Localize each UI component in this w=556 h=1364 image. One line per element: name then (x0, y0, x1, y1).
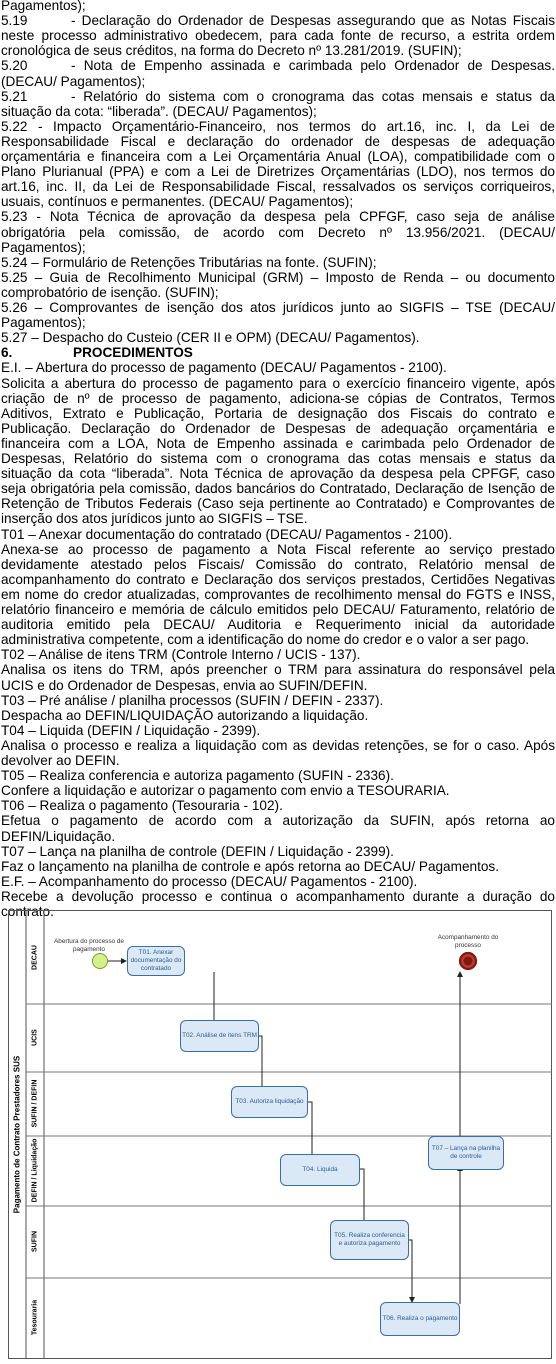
text-line: 5.24 – Formulário de Retenções Tributárias na fonte. (SUFIN); (1, 254, 377, 270)
task-t04: T04. Liquida (280, 1154, 360, 1186)
lane-label-ucis: UCIS (31, 1029, 39, 1046)
text-line: auditoria emitido pela DECAU/ Auditoria e Requerimento inicial da autoridade (1, 617, 555, 633)
text-line: neste processo administrativo obedecem, para cada fonte de recurso, a estrita ordem (1, 28, 555, 44)
text-line: 5.22 - Impacto Orçamentário-Financeiro, nos termos do art.16, inc. I, da Lei de (1, 118, 555, 134)
text-line: Despacha ao DEFIN/LIQUIDAÇÃO autorizando a liquidação. (1, 707, 369, 723)
text-line: Analisa o processo e realiza a liquidação com as devidas retenções, se for o caso. Após (1, 737, 555, 753)
text-line: 5.23 - Nota Técnica de aprovação da despesa pela CPFGF, caso seja de análise (1, 209, 555, 225)
item-text: - Declaração do Ordenador de Despesas assegurando que as Notas Fiscais (71, 13, 555, 29)
text-line: 5.25 – Guia de Recolhimento Municipal (GRM) – Imposto de Renda – ou documento (1, 269, 555, 285)
text-line: UCIS e do Ordenador de Despesas, envia ao SUFIN/DEFIN. (1, 677, 368, 693)
text-line: E.F. – Acompanhamento do processo (DECAU/ Pagamentos - 2100). (1, 873, 418, 889)
lane-label-sufin-defin: SUFIN / DEFIN (31, 1079, 39, 1128)
text-line: T05 – Realiza conferencia e autoriza pagamento (SUFIN - 2336). (1, 768, 394, 784)
text-line: 5.26 – Comprovantes de isenção dos atos jurídicos junto ao SIGFIS – TSE (DECAU/ (1, 300, 555, 315)
text-line: T02 – Análise de itens TRM (Controle Interno / UCIS - 137). (1, 647, 361, 663)
bpmn-diagram (8, 910, 552, 1360)
text-line: T03 – Pré análise / planilha processos (SUFIN / DEFIN - 2337). (1, 692, 384, 708)
text-line: Pagamentos); (1, 315, 86, 331)
task-t07: T07 – Lança na planilha de controle (428, 1136, 504, 1170)
text-line: Despesas, Relatório do sistema com o cronograma das cotas mensais e status da (1, 451, 555, 466)
text-line: obrigatória pela comissão, de acordo com Decreto nº 13.956/2021. (DECAU/ (1, 224, 555, 240)
text-line: Responsabilidade Fiscal e declaração do ordenador de despesas de adequação (1, 133, 555, 149)
text-line (1, 13, 555, 28)
lane-label-defin-liquidacao: DEFIN / Liquidação (31, 1138, 39, 1203)
diagram-lines (8, 910, 552, 1360)
item-number: 5.21 (1, 88, 28, 104)
start-event-label: Abertura do processo de pagamento (54, 938, 124, 953)
text-line: Efetua o pagamento de acordo com a autorização da SUFIN, após retorna ao (1, 813, 555, 829)
text-line: T01 – Anexar documentação do contratado (DECAU/ Pagamentos - 2100). (1, 526, 453, 542)
text-line: T04 – Liquida (DEFIN / Liquidação - 2399). (1, 722, 261, 738)
text-line: acompanhamento do contrato e Declaração dos serviços prestados, Certidões Negativas (1, 571, 555, 587)
text-line: financeira com a LOA, Nota de Empenho assinada e carimbada pelo Ordenador de (1, 435, 555, 451)
item-number: 5.20 (1, 58, 28, 74)
text-line: comprobatório de isenção. (SUFIN); (1, 284, 219, 300)
text-line (1, 89, 555, 104)
heading-number: 6. (1, 345, 13, 361)
text-line: Anexa-se ao processo de pagamento a Nota Fiscal referente ao serviço prestado (1, 541, 555, 557)
text-line: Recebe a devolução processo e continua o acompanhamento durante a duração do (1, 888, 555, 904)
text-line: T06 – Realiza o pagamento (Tesouraria - 102). (1, 798, 283, 814)
task-t05: T05. Realiza conferencia e autoriza pagamento (330, 1220, 409, 1260)
text-line: seja obrigatória pela comissão, dados bancários do Contratado, Declaração de Isenção de (1, 481, 555, 497)
end-event-label: Acompanhamento do processo (437, 934, 499, 949)
text-line: administrativa competente, com a identificação do nome do credor e o valor a ser pago. (1, 632, 530, 648)
text-line: Plano Plurianual (PPA) e com a Lei de Diretrizes Orçamentárias (LDO), nos termos do (1, 164, 555, 180)
text-line: 5.27 – Despacho do Custeio (CER II e OPM) (DECAU/ Pagamentos). (1, 330, 420, 346)
lane-label-decau: DECAU (31, 945, 39, 970)
item-text: - Relatório do sistema com o cronograma das cotas mensais e status da (71, 88, 555, 104)
text-line: situação da cota: “liberada”. (DECAU/ Pagamentos); (1, 103, 317, 119)
text-line: relatório financeiro e memória de cálculo emitidos pelo DECAU/ Faturamento, relatório de (1, 602, 555, 617)
text-line: (DECAU/ Pagamentos); (1, 73, 146, 89)
section-heading (1, 345, 555, 360)
text-line: DEFIN/Liquidação. (1, 828, 116, 844)
text-line: T07 – Lança na planilha de controle (DEFIN / Liquidação - 2399). (1, 843, 394, 859)
task-t03: T03. Autoriza liquidação (231, 1086, 308, 1118)
lane-label-sufin: SUFIN (31, 1231, 39, 1252)
text-line: criação de nº de processo de pagamento, adiciona-se cópias de Contratos, Termos (1, 390, 555, 406)
text-line: Faz o lançamento na planilha de controle e após retorna ao DECAU/ Pagamentos. (1, 858, 499, 874)
text-line: Publicação. Declaração do Ordenador de Despesas de adequação orçamentária e (1, 420, 555, 436)
text-line: cronológica de seus créditos, na forma do Decreto nº 13.281/2019. (SUFIN); (1, 43, 462, 59)
text-line: contrato. (1, 904, 54, 919)
start-event (93, 954, 108, 969)
text-line: situação da cota “liberada”. Nota Técnica de aprovação da despesa pela CPFGF, caso (1, 466, 555, 482)
task-t06: T06. Realiza o pagamento (380, 1302, 460, 1336)
task-t02: T02. Análise de itens TRM (180, 1020, 259, 1052)
heading-text: PROCEDIMENTOS (73, 345, 193, 361)
item-text: - Nota de Empenho assinada e carimbada pelo Ordenador de Despesas. (71, 58, 555, 74)
text-line (1, 58, 555, 73)
item-number: 5.19 (1, 13, 28, 29)
text-line: Pagamentos); (1, 239, 86, 255)
text-line: art.16, inc. II, da Lei de Responsabilidade Fiscal, ressalvados os serviços corriqueiros, (1, 179, 555, 195)
text-line: inserção dos atos jurídicos junto ao SIGFIS – TSE. (1, 511, 308, 527)
text-line: E.I. – Abertura do processo de pagamento (DECAU/ Pagamentos - 2100). (1, 360, 447, 376)
lane-label-tesouraria: Tesouraria (31, 1299, 39, 1336)
text-line: orçamentária e financeira com a Lei Orçamentária Anual (LOA), compatibilidade com o (1, 149, 555, 164)
text-line: usuais, contínuos e permanentes. (DECAU/ Pagamentos); (1, 194, 354, 210)
text-line: Confere a liquidação e autorizar o pagamento com envio a TESOURARIA. (1, 783, 450, 799)
text-line: Solicita a abertura do processo de pagamento para o exercício financeiro vigente, após (1, 375, 555, 391)
text-line: devidamente atestado pelos Fiscais/ Comissão do contrato, Relatório mensal de (1, 556, 555, 572)
text-line: devolver ao DEFIN. (1, 753, 120, 768)
text-line: Pagamentos); (1, 0, 86, 13)
text-line: Aditivos, Extrato e Publicação, Portaria de designação dos Fiscais do contrato e (1, 405, 555, 421)
text-line: Analisa os itens do TRM, após preencher o TRM para assinatura do responsável pela (1, 662, 555, 678)
task-t01: T01. Anexar documentação do contratado (127, 946, 185, 976)
text-line: Retenção de Tributos Federais (Caso seja pertinente ao Contratado) e Comprovantes de (1, 496, 555, 512)
text-line: em nome do credor atualizadas, comprovantes de recolhimento mensal do FGTS e INSS, (1, 586, 555, 602)
pool-title: Pagamento de Contrato Prestadores SUS (12, 1055, 22, 1214)
